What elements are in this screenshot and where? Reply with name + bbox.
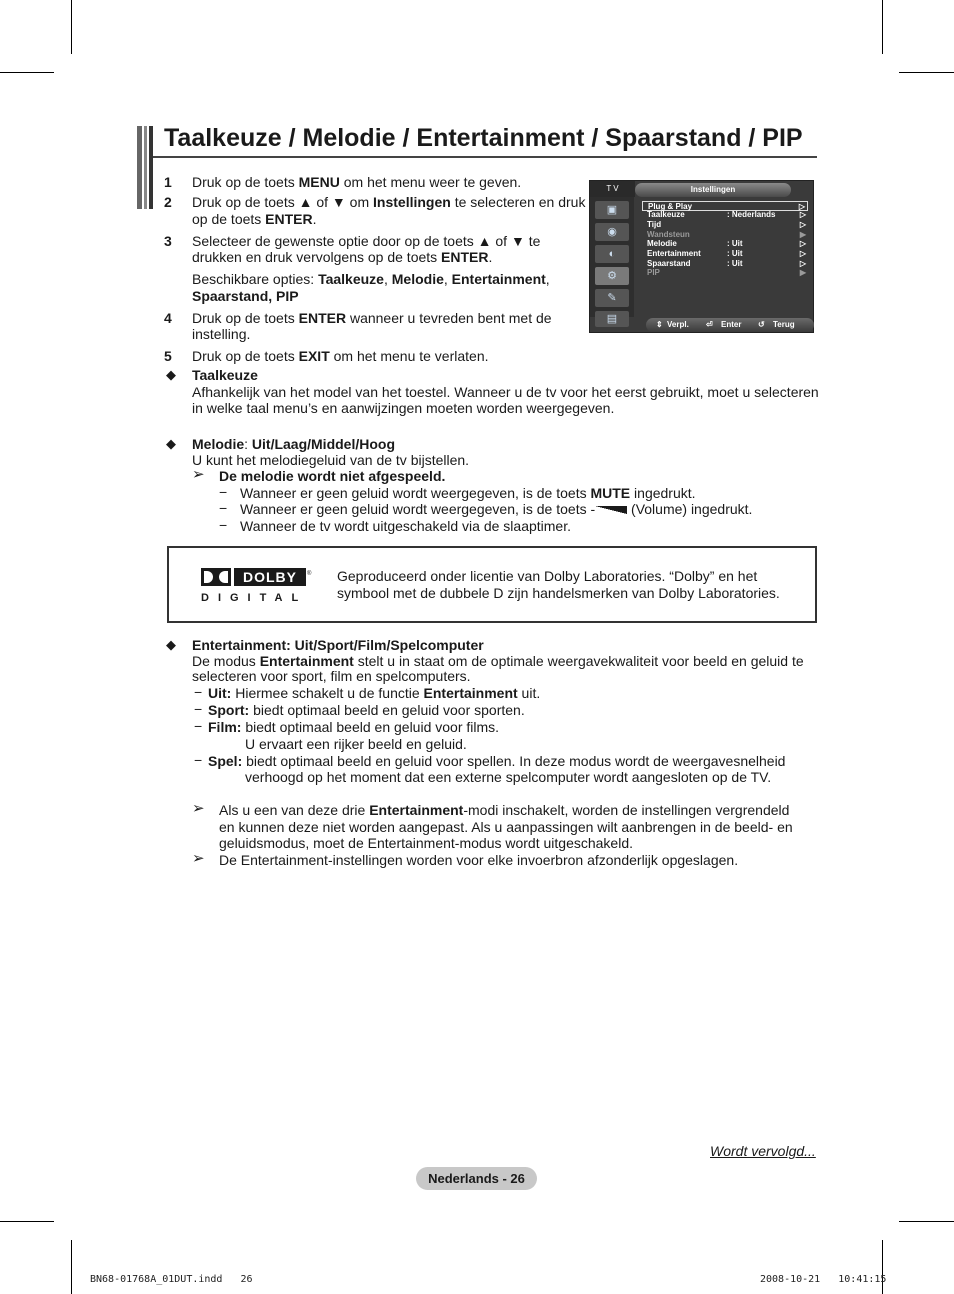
bullet-diamond-icon: ◆ [166,637,176,652]
note-arrow-icon: ➢ [192,850,205,867]
osd-row: Tijd ▷ [647,220,806,229]
input-icon: ✎ [595,289,629,307]
crop-mark [899,1221,954,1222]
melodie-text: U kunt het melodiegeluid van de tv bijstellen. [192,452,470,468]
crop-mark [71,0,72,54]
melodie-detail: Wanneer er geen geluid wordt weergegeven, is de toets - (Volume) ingedrukt. [240,501,753,517]
crop-mark [899,72,954,73]
available-options-line2: Spaarstand, PIP [192,288,299,304]
dash-bullet: − [194,752,203,768]
osd-foot-back: Terug [773,320,795,329]
note-arrow-icon: ➢ [192,800,205,817]
note-arrow-icon: ➢ [192,466,205,483]
osd-row: Plug & Play ▷ [642,201,808,211]
entertainment-sport: Sport: biedt optimaal beeld en geluid voor sporten. [208,702,525,718]
dolby-digital-word: DIGITAL [201,592,308,604]
dash-bullet: − [194,718,203,734]
step-2-text: Druk op de toets ▲ of ▼ om Instellingen te selecteren en druk [192,194,586,210]
osd-row: Melodie : Uit ▷ [647,239,806,248]
dolby-word: DOLBY [234,568,306,586]
taalkeuze-text-line2: in welke taal menu’s en aanwijzingen moeten worden weergegeven. [192,400,615,416]
entertainment-spel-line2: verhoogd op het moment dat een externe spelcomputer wordt aangesloten op de TV. [245,769,772,785]
sound-icon: ◉ [595,223,629,241]
melodie-heading: Melodie: Uit/Laag/Middel/Hoog [192,436,396,452]
footer-file-info: BN68-01768A_01DUT.indd 26 [90,1274,253,1285]
entertainment-note-2: De Entertainment-instellingen worden voor elke invoerbron afzonderlijk opgeslagen. [219,852,739,868]
entertainment-film: Film: biedt optimaal beeld en geluid voor films. [208,719,500,735]
dash-bullet: − [219,517,228,533]
dash-bullet: − [194,684,203,700]
melodie-note: De melodie wordt niet afgespeeld. [219,468,446,484]
dolby-registered: ® [307,571,312,577]
step-number: 4 [164,310,172,326]
step-1-text: Druk op de toets MENU om het menu weer te geven. [192,174,522,190]
step-3-text: Selecteer de gewenste optie door op de toets ▲ of ▼ te [192,233,541,249]
entertainment-uit: Uit: Hiermee schakelt u de functie Entertainment uit. [208,685,541,701]
step-4-text-line2: instelling. [192,326,251,342]
crop-mark [0,72,54,73]
melodie-detail: Wanneer de tv wordt uitgeschakeld via de slaaptimer. [240,518,571,534]
dolby-digital-logo [201,568,312,608]
dolby-notice-box [167,546,817,623]
melodie-detail: Wanneer er geen geluid wordt weergegeven, is de toets MUTE ingedrukt. [240,485,696,501]
bullet-diamond-icon: ◆ [166,367,176,382]
dash-bullet: − [194,701,203,717]
bullet-diamond-icon: ◆ [166,436,176,451]
dolby-text-line2: symbool met de dubbele D zijn handelsmerken van Dolby Laboratories. [337,585,780,601]
osd-row: PIP ▶ [647,268,806,277]
move-updown-icon: ⇕ [656,320,663,329]
osd-foot-move: Verpl. [667,320,689,329]
osd-sidebar [590,197,634,325]
crop-mark [0,1221,54,1222]
taalkeuze-heading: Taalkeuze [192,367,258,383]
dash-bullet: − [219,484,228,500]
application-icon: ▤ [595,311,629,327]
available-options: Beschikbare opties: Taalkeuze, Melodie, Entertainment, [192,271,550,287]
return-icon: ↺ [758,320,765,329]
entertainment-heading: Entertainment: Uit/Sport/Film/Spelcomputer [192,637,484,653]
picture-icon: ▣ [595,201,629,219]
osd-footer [646,318,814,332]
continued-label: Wordt vervolgd... [710,1143,816,1159]
osd-tv-label: T V [590,181,635,197]
entertainment-spel: Spel: biedt optimaal beeld en geluid voor spellen. In deze modus wordt de weergavesnelheid [208,753,786,769]
osd-foot-enter: Enter [721,320,742,329]
title-accent-bars [137,126,153,209]
step-number: 3 [164,233,172,249]
step-4-text: Druk op de toets ENTER wanneer u tevreden bent met de [192,310,552,326]
entertainment-text-line2: selecteren voor sport, film en spelcomputers. [192,668,471,684]
entertainment-note: Als u een van deze drie Entertainment-modi inschakelt, worden de instellingen vergrendeld [219,802,790,818]
footer-date-info: 2008-10-21 10:41:15 [760,1274,887,1285]
dolby-text: Geproduceerd onder licentie van Dolby Laboratories. “Dolby” en het [337,568,758,584]
tv-osd-menu [589,180,814,333]
taalkeuze-text: Afhankelijk van het model van het toestel. Wanneer u de tv voor het eerst gebruikt, moet u selecteren [192,384,819,400]
volume-ramp-icon [595,506,627,514]
page-title: Taalkeuze / Melodie / Entertainment / Spaarstand / PIP [164,124,803,152]
osd-row: Spaarstand : Uit ▷ [647,259,806,268]
title-rule [153,156,817,158]
entertainment-note-line2: en kunnen deze niet worden aangepast. Als u aanpassingen wilt aanbrengen in de beeld- en [219,819,793,835]
enter-icon: ⏎ [706,320,713,329]
dash-bullet: − [219,500,228,516]
step-2-text-line2: op de toets ENTER. [192,211,317,227]
osd-row: Entertainment : Uit ▷ [647,249,806,258]
osd-header: Instellingen [635,183,791,197]
crop-mark [71,1240,72,1294]
osd-row: Taalkeuze : Nederlands ▷ [647,210,806,219]
dolby-double-d-icon [201,568,231,586]
page-number-badge: Nederlands - 26 [416,1167,537,1190]
crop-mark [882,0,883,54]
channel-icon: ◐ [595,245,629,263]
step-number: 5 [164,348,172,364]
entertainment-film-line2: U ervaart een rijker beeld en geluid. [245,736,467,752]
settings-gear-icon: ⚙ [595,267,629,285]
entertainment-text: De modus Entertainment stelt u in staat om de optimale weergavekwaliteit voor beeld en geluid te [192,653,804,669]
step-5-text: Druk op de toets EXIT om het menu te verlaten. [192,348,489,364]
step-3-text-line2: drukken en druk vervolgens op de toets ENTER. [192,249,493,265]
step-number: 2 [164,194,172,210]
osd-row: Wandsteun ▶ [647,230,806,239]
step-number: 1 [164,174,172,190]
entertainment-note-line3: geluidsmodus, moet de Entertainment-modus wordt uitgeschakeld. [219,835,633,851]
